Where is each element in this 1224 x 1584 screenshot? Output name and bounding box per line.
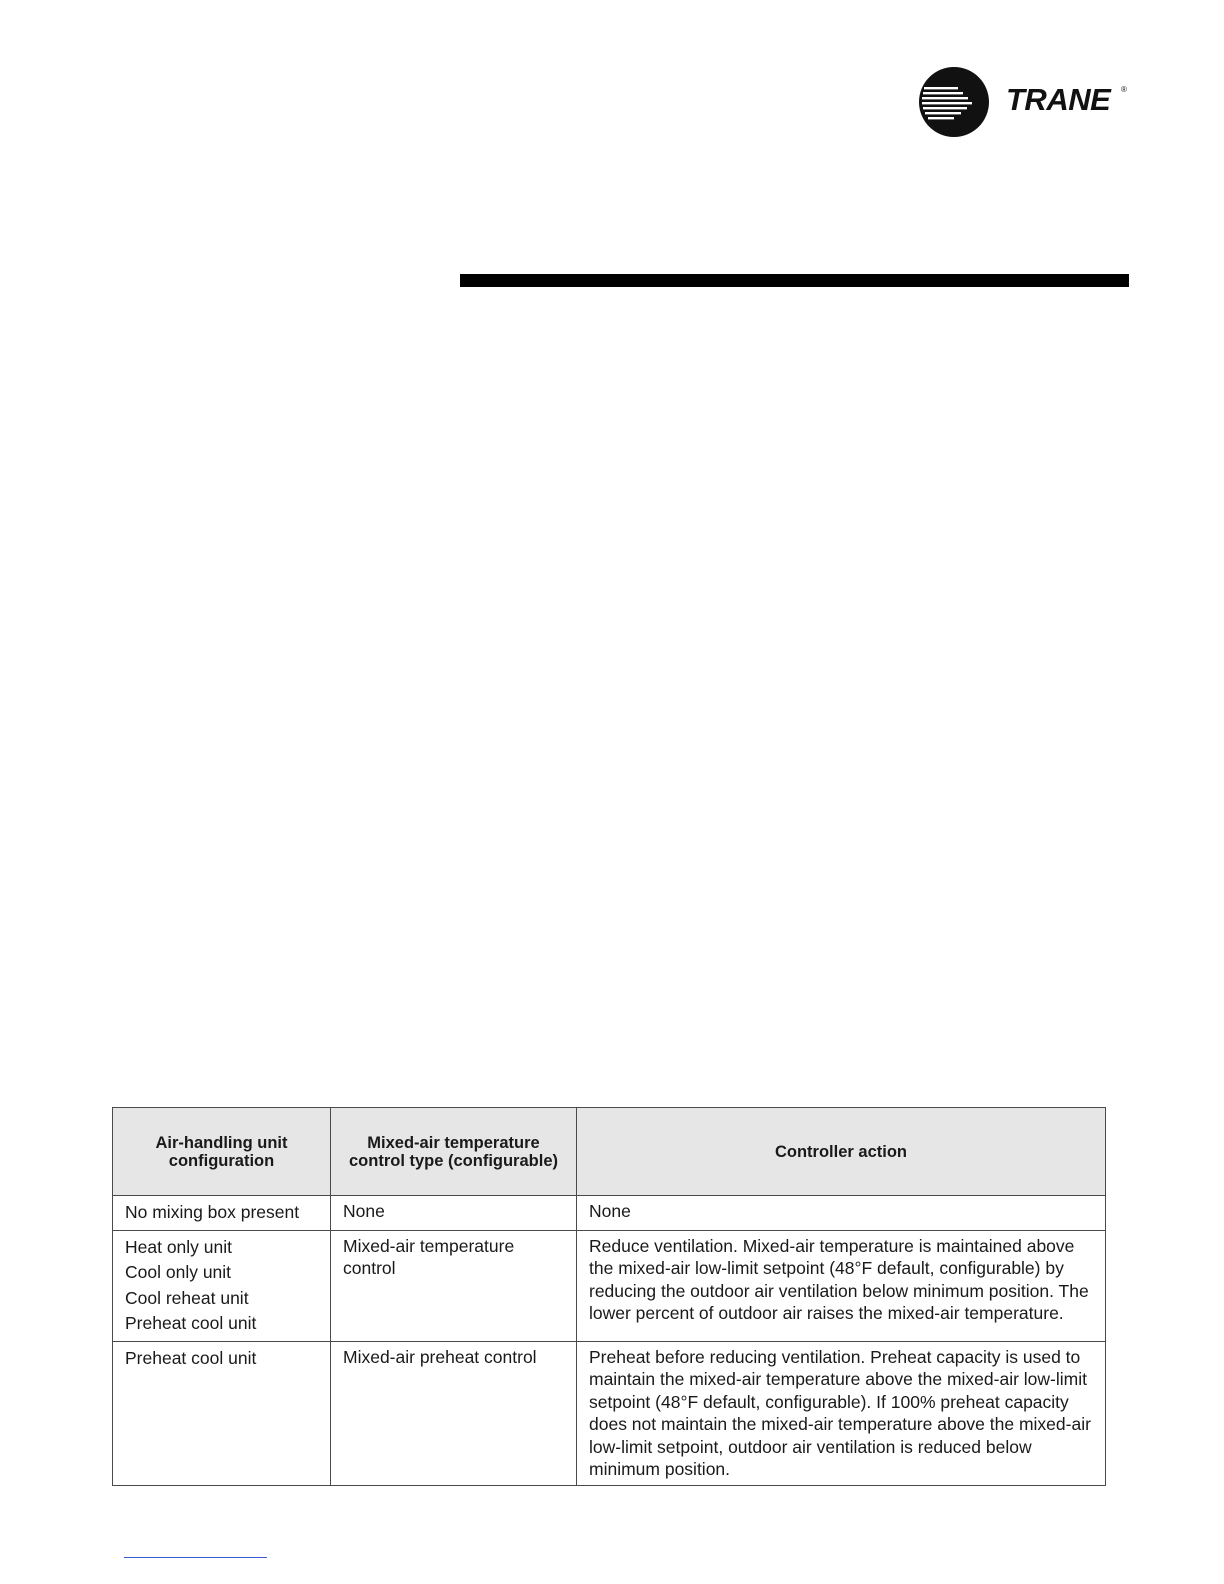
table-row [113, 1230, 1106, 1341]
trane-logo-mark-icon [918, 66, 990, 138]
configuration-item: Preheat cool unit [125, 1347, 257, 1368]
table-header-row [113, 1108, 1106, 1196]
table-row [113, 1196, 1106, 1231]
footer-link-underline [124, 1557, 267, 1558]
header-controller-action: Controller action [577, 1108, 1106, 1196]
configuration-cell [113, 1230, 331, 1341]
header-rule [460, 274, 1129, 287]
table-row [113, 1341, 1106, 1485]
registered-mark: ® [1121, 85, 1127, 94]
control-type-cell: None [331, 1196, 577, 1231]
control-type-cell: Mixed-air preheat control [331, 1341, 577, 1485]
header-control-type: Mixed-air temperature control type (configurable) [331, 1108, 577, 1196]
trane-wordmark: TRANE [1006, 82, 1111, 117]
configuration-cell [113, 1196, 331, 1231]
configuration-item: Cool only unit [125, 1262, 232, 1282]
controller-action-cell: None [577, 1196, 1106, 1231]
configuration-item: Preheat cool unit [125, 1313, 257, 1333]
controller-action-cell: Preheat before reducing ventilation. Preheat capacity is used to maintain the mixed-air temperature above the mixed-air low-limit setpoint (48°F default, configurable). If 100% preheat capacity does not maintain the mixed-air temperature above the mixed-air low-limit setpoint, outdoor air ventilation is reduced below minimum position. [577, 1341, 1106, 1485]
configuration-item: Heat only unit [125, 1236, 233, 1257]
configuration-item: No mixing box present [125, 1202, 300, 1222]
configuration-item: Cool reheat unit [125, 1287, 249, 1308]
header-configuration: Air-handling unit configuration [113, 1108, 331, 1196]
trane-logo [918, 66, 1133, 138]
configuration-cell [113, 1341, 331, 1485]
controller-action-cell: Reduce ventilation. Mixed-air temperature is maintained above the mixed-air low-limit setpoint (48°F default, configurable) by reducing the outdoor air ventilation below minimum position. The lower percent of outdoor air raises the mixed-air temperature. [577, 1230, 1106, 1341]
control-type-cell: Mixed-air temperature control [331, 1230, 577, 1341]
mixed-air-control-table [112, 1107, 1106, 1486]
